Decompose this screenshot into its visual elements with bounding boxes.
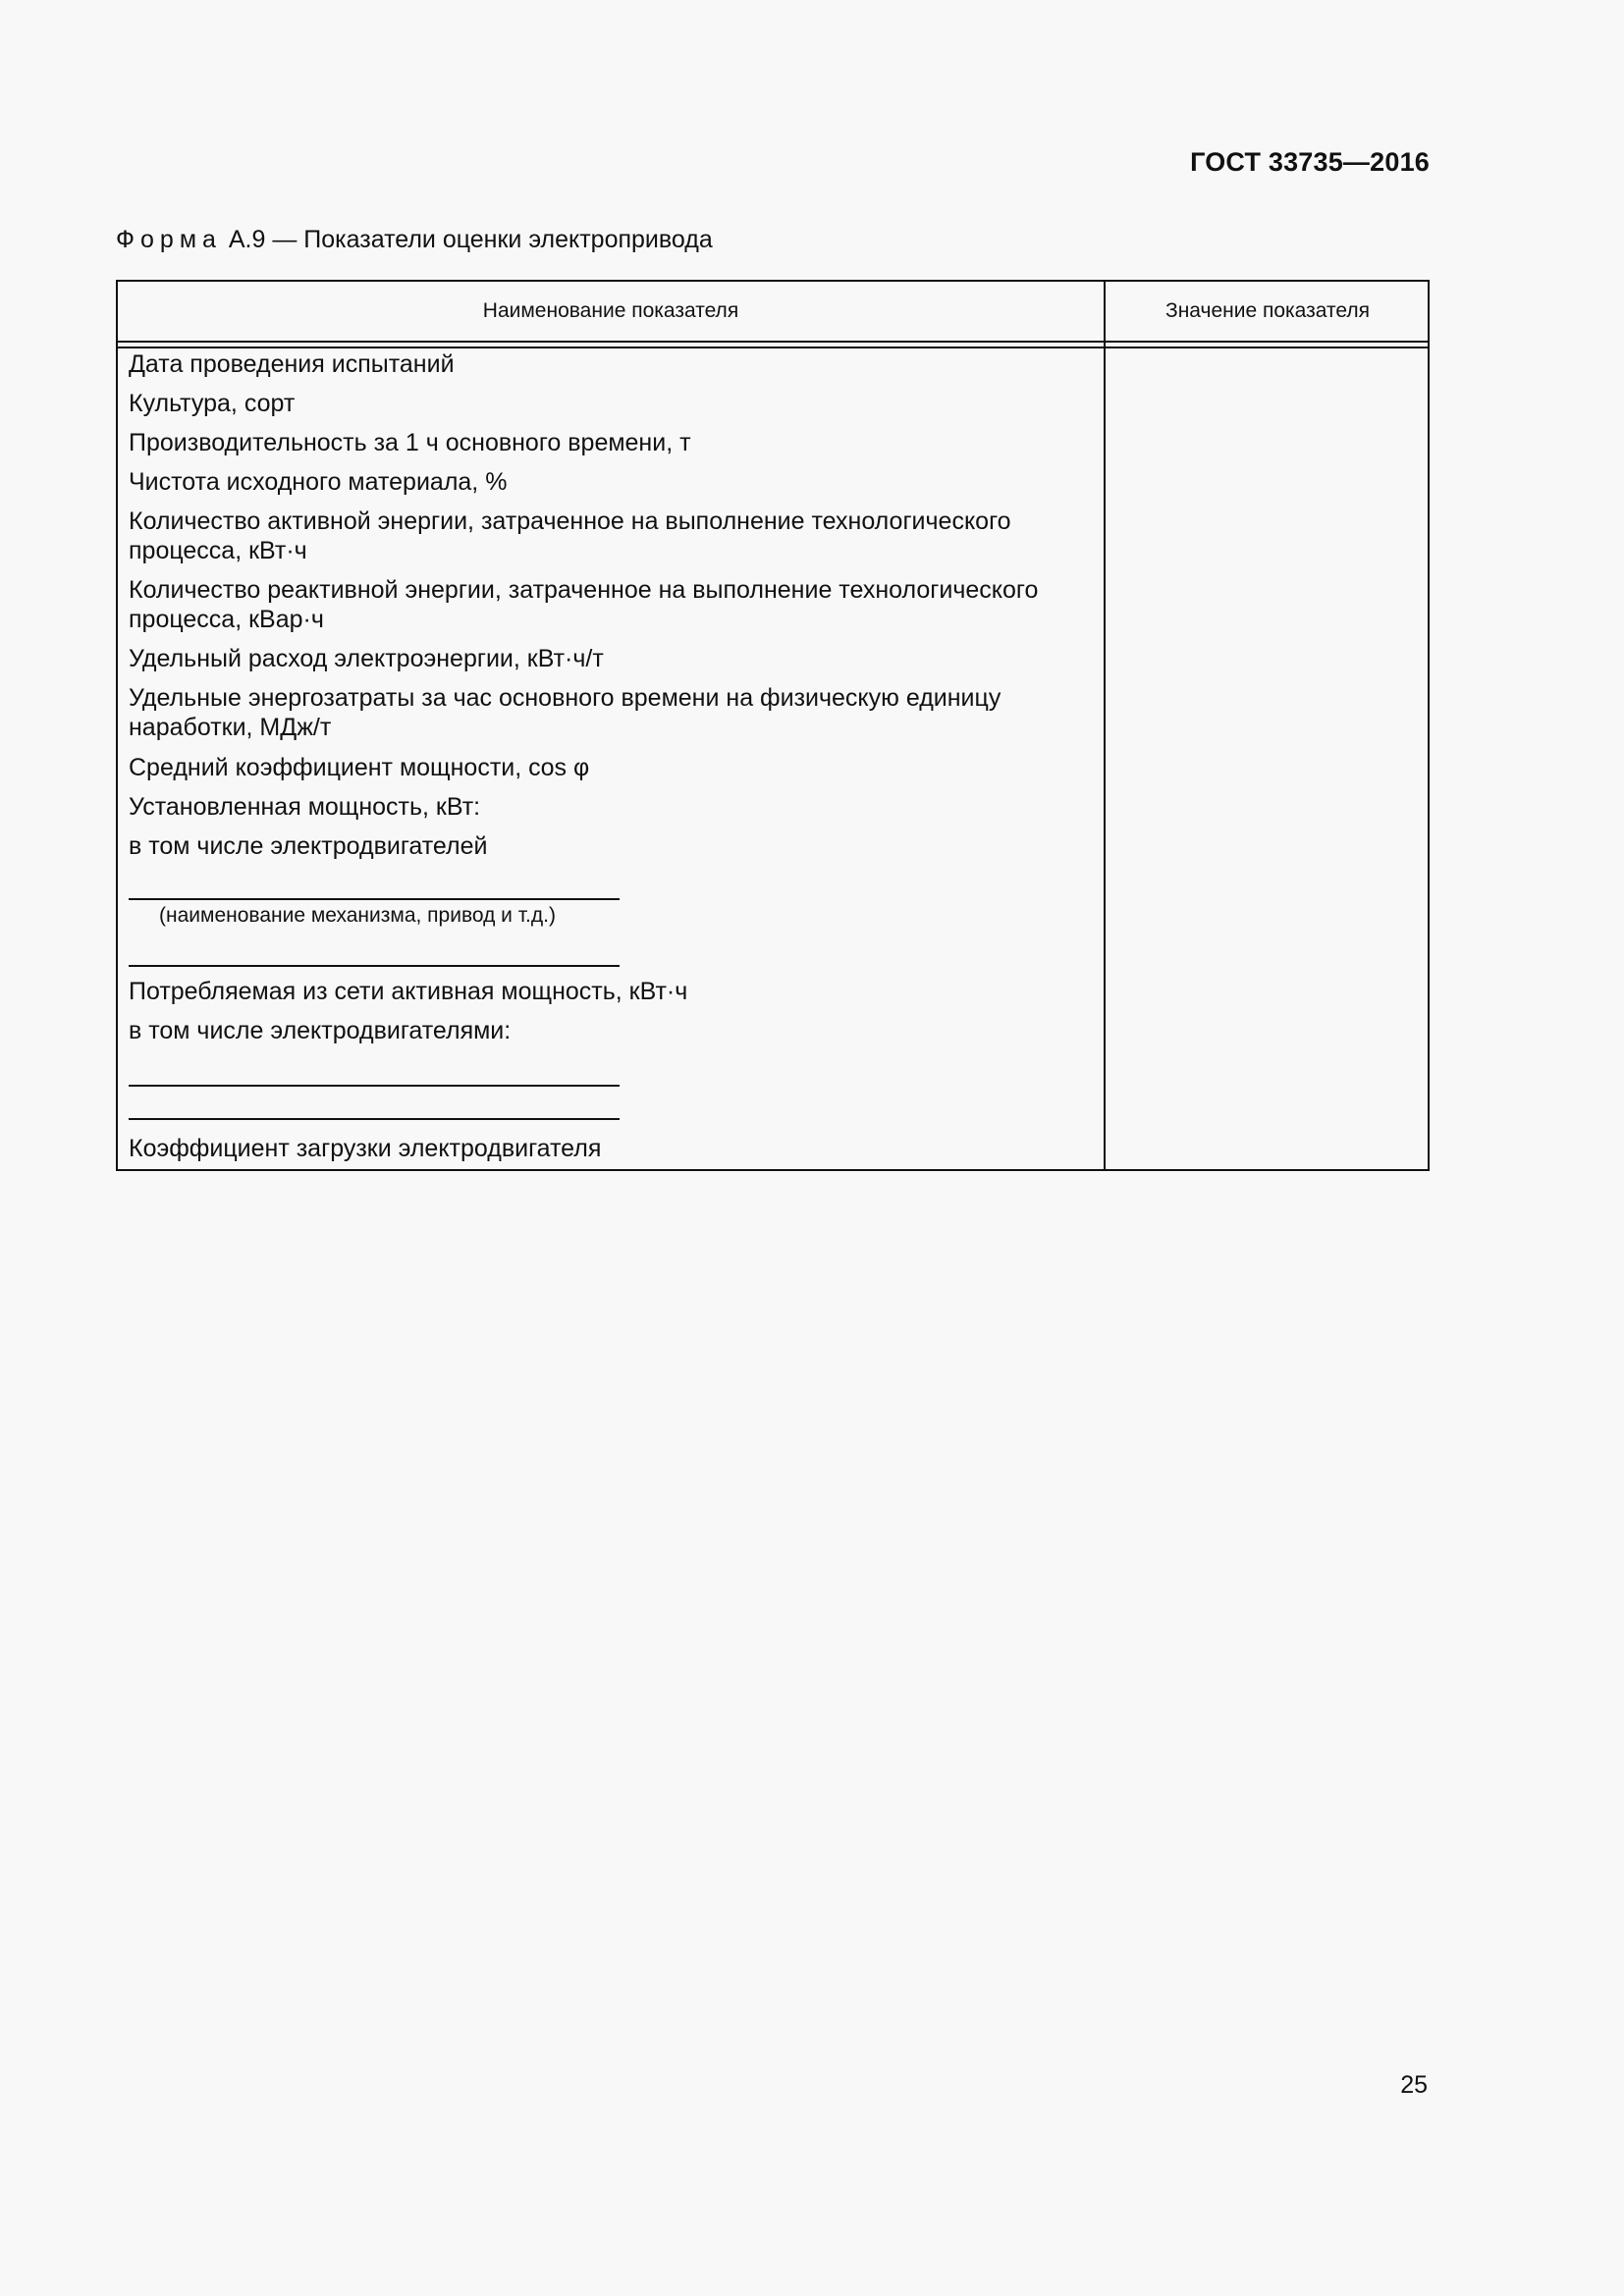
row-including-motors-consumed: в том числе электродвигателями: [129, 1017, 512, 1044]
row-including-motors: в том числе электродвигателей [129, 832, 488, 860]
row-crop-variety: Культура, сорт [129, 390, 296, 417]
indicator-table [116, 280, 1430, 1171]
blank-line [129, 898, 620, 900]
row-installed-power: Установленная мощность, кВт: [129, 793, 481, 821]
blank-line [129, 1118, 620, 1120]
form-title: А.9 — Показатели оценки электропривода [228, 226, 713, 253]
row-active-energy-line1: Количество активной энергии, затраченное на выполнение технологического [129, 507, 1011, 535]
row-active-energy-line2: процесса, кВт·ч [129, 537, 307, 564]
blank-line [129, 965, 620, 967]
header-rule-bottom [118, 347, 1428, 348]
blank-line [129, 1085, 620, 1087]
header-indicator-value: Значение показателя [1165, 299, 1370, 322]
form-word: Форма [116, 226, 222, 253]
page-number: 25 [1400, 2071, 1428, 2099]
row-consumed-power: Потребляемая из сети активная мощность, кВт·ч [129, 978, 688, 1005]
row-specific-consumption: Удельный расход электроэнергии, кВт·ч/т [129, 645, 604, 672]
blank-line-caption: (наименование механизма, привод и т.д.) [159, 904, 556, 927]
row-power-factor: Средний коэффициент мощности, cos φ [129, 754, 590, 781]
row-productivity: Производительность за 1 ч основного времени, т [129, 429, 691, 456]
row-test-date: Дата проведения испытаний [129, 350, 455, 378]
form-caption [116, 226, 713, 254]
header-rule-top [118, 341, 1428, 343]
row-reactive-energy-line1: Количество реактивной энергии, затраченное на выполнение технологического [129, 576, 1039, 604]
document-code: ГОСТ 33735—2016 [1190, 147, 1430, 177]
row-specific-energy-line2: наработки, МДж/т [129, 714, 332, 741]
column-divider [1104, 282, 1106, 1169]
row-material-purity: Чистота исходного материала, % [129, 468, 508, 496]
row-specific-energy-line1: Удельные энергозатраты за час основного времени на физическую единицу [129, 684, 1001, 712]
row-reactive-energy-line2: процесса, кВар·ч [129, 606, 324, 633]
header-indicator-name: Наименование показателя [482, 299, 739, 322]
row-motor-load-factor: Коэффициент загрузки электродвигателя [129, 1135, 602, 1162]
